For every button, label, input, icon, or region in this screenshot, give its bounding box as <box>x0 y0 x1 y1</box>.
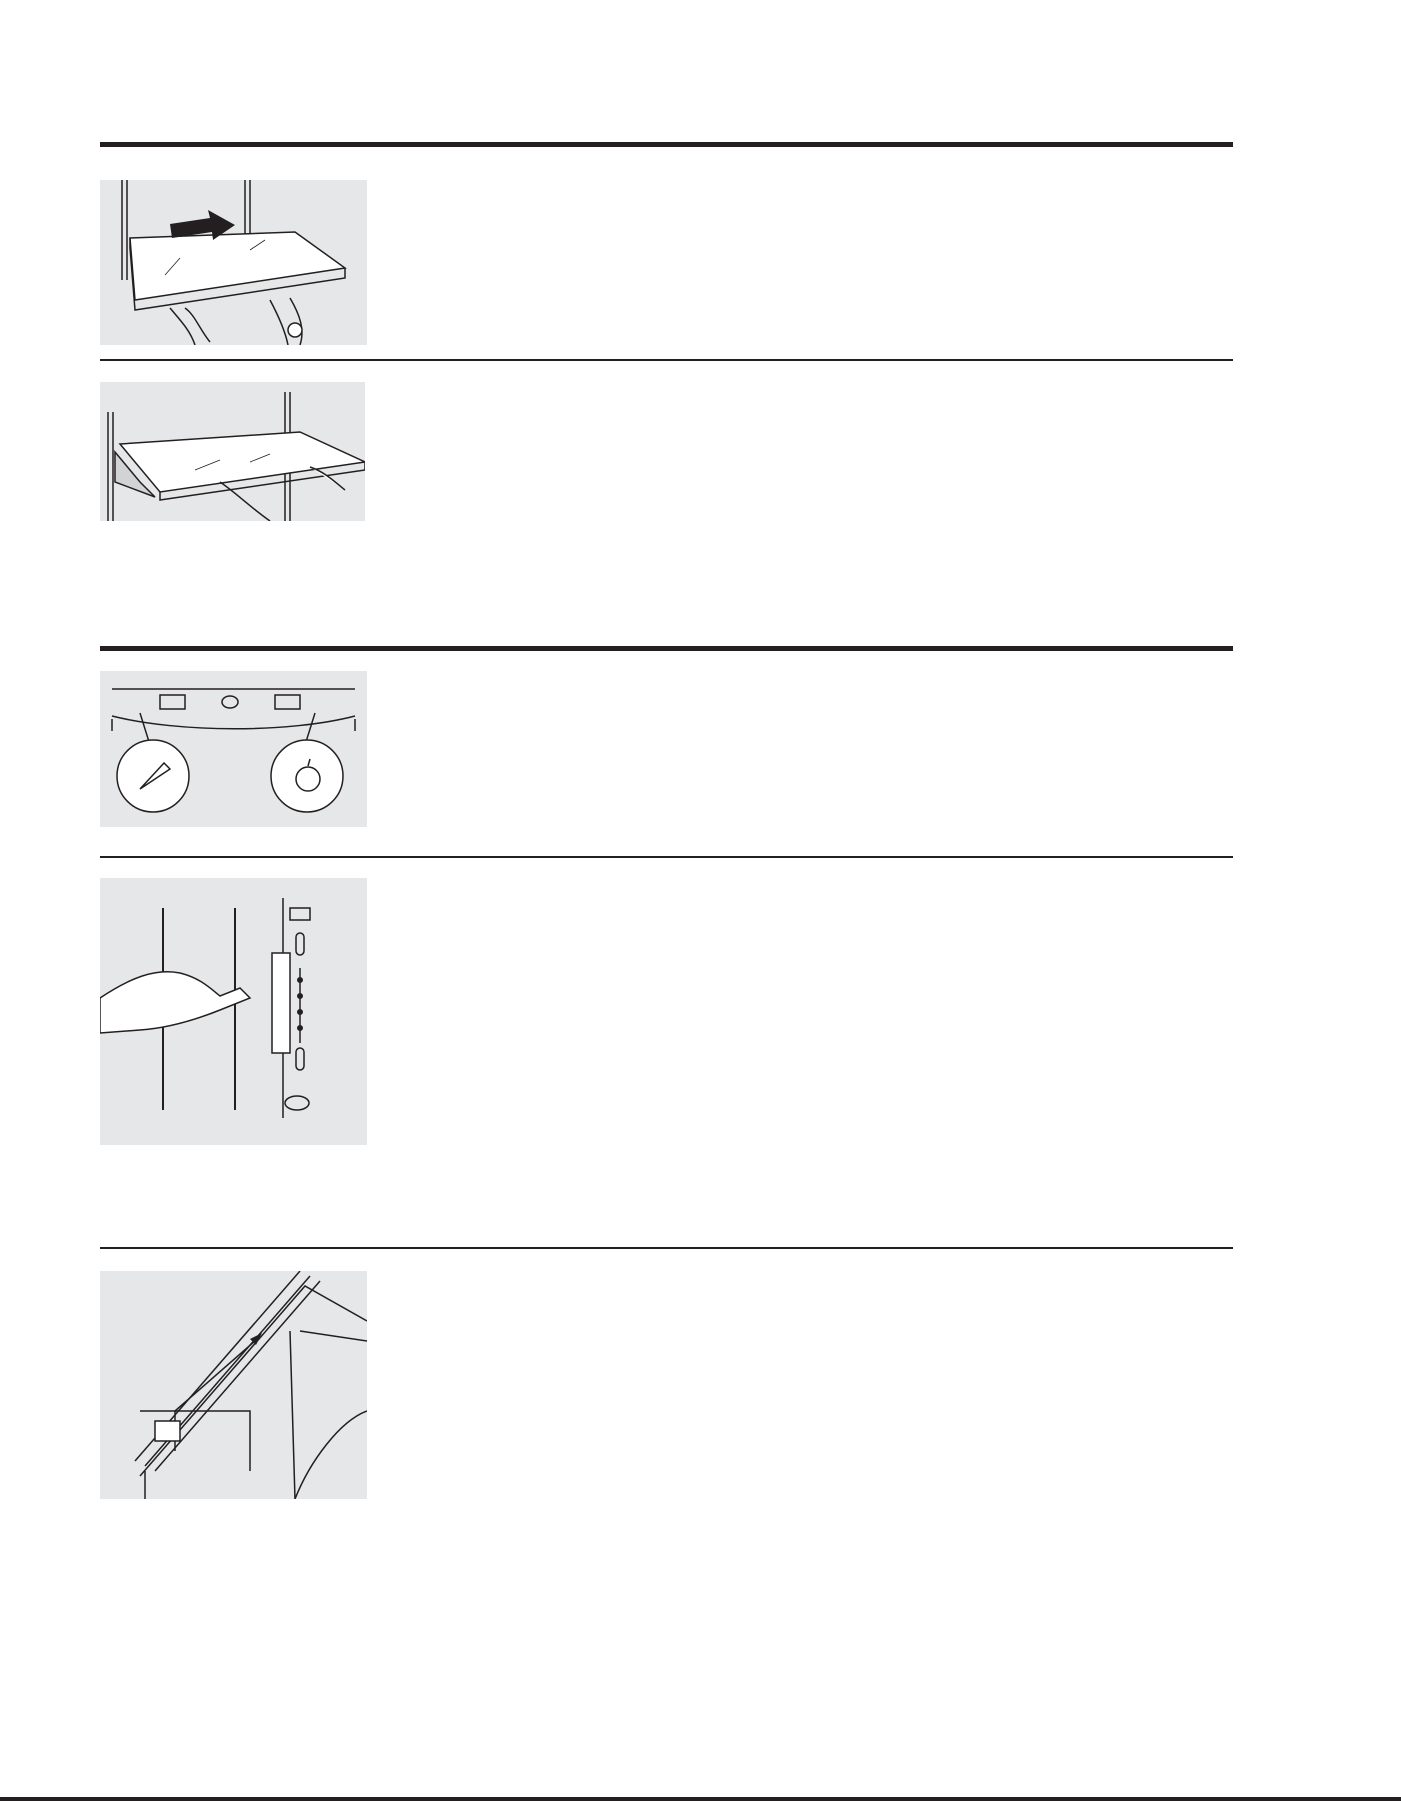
section-rule-2 <box>100 646 1233 651</box>
meat-pan-temperature-control-illustration <box>100 878 367 1145</box>
section-rule-top <box>100 142 1233 147</box>
section-divider-2 <box>100 856 1233 858</box>
slide-out-glass-shelf-illustration <box>100 180 367 345</box>
crisper-humidity-controls-illustration <box>100 671 367 827</box>
section-divider-1 <box>100 359 1233 361</box>
page-bottom-rule <box>0 1797 1401 1801</box>
spillproof-shelf-illustration <box>100 382 365 521</box>
section-divider-3 <box>100 1247 1233 1249</box>
crisper-rail-illustration <box>100 1271 367 1499</box>
